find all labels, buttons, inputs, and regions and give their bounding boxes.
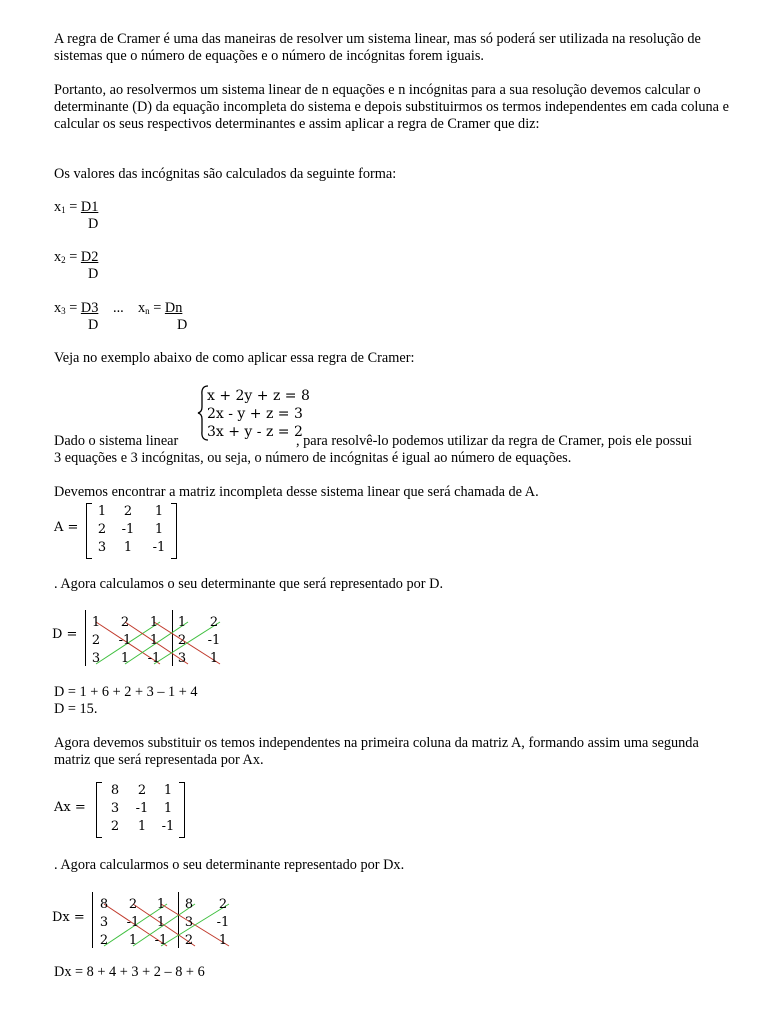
formula-numerator: D1 [80, 199, 99, 215]
determinant-cell: 1 [209, 651, 219, 666]
determinant-cell: -1 [207, 633, 221, 648]
matrix-cell: -1 [135, 801, 149, 816]
determinant-cell: 3 [91, 651, 101, 666]
right-bracket [171, 503, 177, 559]
matrix-ax [54, 782, 194, 838]
matrix-cell: -1 [161, 819, 175, 834]
formula-var: x [54, 300, 62, 316]
paragraph-given-end: , para resolvê-lo podemos utilizar da regra de Cramer, pois ele possui [296, 433, 693, 449]
formula-eq: = [65, 300, 81, 316]
matrix-cell: 8 [110, 783, 120, 798]
matrix-cell: 1 [137, 819, 147, 834]
formula-numerator: D3 [80, 300, 99, 316]
system-equation: 3x + y - z = 2 [207, 424, 303, 440]
determinant-dx-label: Dx = [52, 910, 85, 925]
paragraph-determinant-dx: . Agora calcularmos o seu determinante representado por Dx. [54, 857, 405, 873]
formula-x2 [54, 249, 99, 282]
formula-eq: = [149, 300, 165, 316]
matrix-a-label: A = [54, 520, 79, 535]
determinant-cell: 2 [91, 633, 101, 648]
determinant-cell: 2 [120, 615, 130, 630]
determinant-cell: 1 [156, 897, 166, 912]
formula-numerator: D2 [80, 249, 99, 265]
paragraph-given-start: Dado o sistema linear [54, 433, 179, 449]
paragraph-determinant: . Agora calculamos o seu determinante que será representado por D. [54, 576, 444, 592]
formula-x3 [54, 300, 99, 333]
matrix-cell: 3 [110, 801, 120, 816]
system-equation: x + 2y + z = 8 [207, 388, 310, 404]
formula-numerator: Dn [164, 300, 183, 316]
determinant-cell: 3 [184, 915, 194, 930]
matrix-cell: -1 [152, 540, 166, 555]
paragraph-intro: A regra de Cramer é uma das maneiras de resolver um sistema linear, mas só poderá ser utilizada na resolução de sistemas que o número de equações e o número de incógnitas forem iguais. [54, 31, 701, 64]
determinant-dx [52, 892, 242, 950]
matrix-cell: -1 [121, 522, 135, 537]
determinant-cell: 8 [184, 897, 194, 912]
matrix-cell: 1 [163, 783, 173, 798]
determinant-cell: 1 [91, 615, 101, 630]
determinant-cell: 2 [128, 897, 138, 912]
formula-sub: 2 [61, 255, 66, 265]
matrix-cell: 2 [97, 522, 107, 537]
system-equation: 2x - y + z = 3 [207, 406, 303, 422]
determinant-cell: 2 [218, 897, 228, 912]
formula-eq: = [65, 199, 81, 215]
matrix-cell: 1 [154, 504, 164, 519]
paragraph-substitute: Agora devemos substituir os temos independentes na primeira coluna da matriz A, formando assim uma segunda matriz que será representada por Ax. [54, 735, 699, 768]
determinant-cell: -1 [147, 651, 161, 666]
formula-sub: n [145, 306, 150, 316]
determinant-cell: 1 [177, 615, 187, 630]
right-bracket [179, 782, 185, 838]
matrix-cell: 2 [110, 819, 120, 834]
determinant-cell: 2 [184, 933, 194, 948]
paragraph-example: Veja no exemplo abaixo de como aplicar essa regra de Cramer: [54, 350, 415, 366]
formula-var: x [54, 249, 62, 265]
determinant-cell: 1 [120, 651, 130, 666]
paragraph-method: Portanto, ao resolvermos um sistema linear de n equações e n incógnitas para a sua resolução devemos calcular o determinante (D) da equação incompleta do sistema e depois substituirmos os termos independentes em cada coluna e calcular os seus respectivos determinantes e assim aplicar a regra de Cramer que diz: [54, 82, 729, 132]
matrix-a [54, 503, 184, 559]
paragraph-given-line2: 3 equações e 3 incógnitas, ou seja, o número de incógnitas é igual ao número de equações. [54, 450, 572, 466]
determinant-d-result: D = 15. [54, 701, 98, 717]
formula-x1 [54, 199, 99, 232]
sarrus-diagonals [96, 894, 236, 948]
determinant-cell: 2 [177, 633, 187, 648]
determinant-cell: -1 [126, 915, 140, 930]
matrix-cell: 3 [97, 540, 107, 555]
determinant-d-sum: D = 1 + 6 + 2 + 3 – 1 + 4 [54, 684, 198, 700]
matrix-cell: 2 [137, 783, 147, 798]
matrix-cell: 2 [123, 504, 133, 519]
matrix-cell: 1 [97, 504, 107, 519]
determinant-dx-sum: Dx = 8 + 4 + 3 + 2 – 8 + 6 [54, 964, 205, 980]
formula-xn [138, 300, 188, 333]
formula-eq: = [65, 249, 81, 265]
determinant-cell: 2 [99, 933, 109, 948]
determinant-cell: 1 [149, 633, 159, 648]
determinant-cell: 1 [156, 915, 166, 930]
left-bracket [96, 782, 102, 838]
determinant-d [52, 610, 232, 668]
determinant-cell: 3 [177, 651, 187, 666]
determinant-cell: 1 [128, 933, 138, 948]
determinant-cell: -1 [118, 633, 132, 648]
determinant-cell: 1 [149, 615, 159, 630]
matrix-cell: 1 [123, 540, 133, 555]
formula-denominator: D [177, 317, 188, 333]
formula-var: x [138, 300, 146, 316]
determinant-bar-left [85, 610, 86, 666]
paragraph-matrix-a: Devemos encontrar a matriz incompleta desse sistema linear que será chamada de A. [54, 484, 539, 500]
formula-denominator: D [88, 266, 99, 282]
formula-var: x [54, 199, 62, 215]
matrix-ax-label: Ax = [54, 800, 86, 815]
determinant-cell: 1 [218, 933, 228, 948]
formula-ellipsis: ... [113, 300, 124, 316]
determinant-cell: 2 [209, 615, 219, 630]
determinant-cell: 8 [99, 897, 109, 912]
formula-sub: 3 [61, 306, 66, 316]
formula-denominator: D [88, 317, 99, 333]
determinant-cell: -1 [216, 915, 230, 930]
formula-sub: 1 [61, 205, 66, 215]
formula-denominator: D [88, 216, 99, 232]
sarrus-diagonals [90, 612, 225, 666]
determinant-bar-left [92, 892, 93, 948]
determinant-cell: 3 [99, 915, 109, 930]
paragraph-values: Os valores das incógnitas são calculados da seguinte forma: [54, 166, 397, 182]
matrix-cell: 1 [154, 522, 164, 537]
matrix-cell: 1 [163, 801, 173, 816]
determinant-cell: -1 [154, 933, 168, 948]
determinant-d-label: D = [52, 627, 78, 642]
linear-system [207, 387, 310, 441]
